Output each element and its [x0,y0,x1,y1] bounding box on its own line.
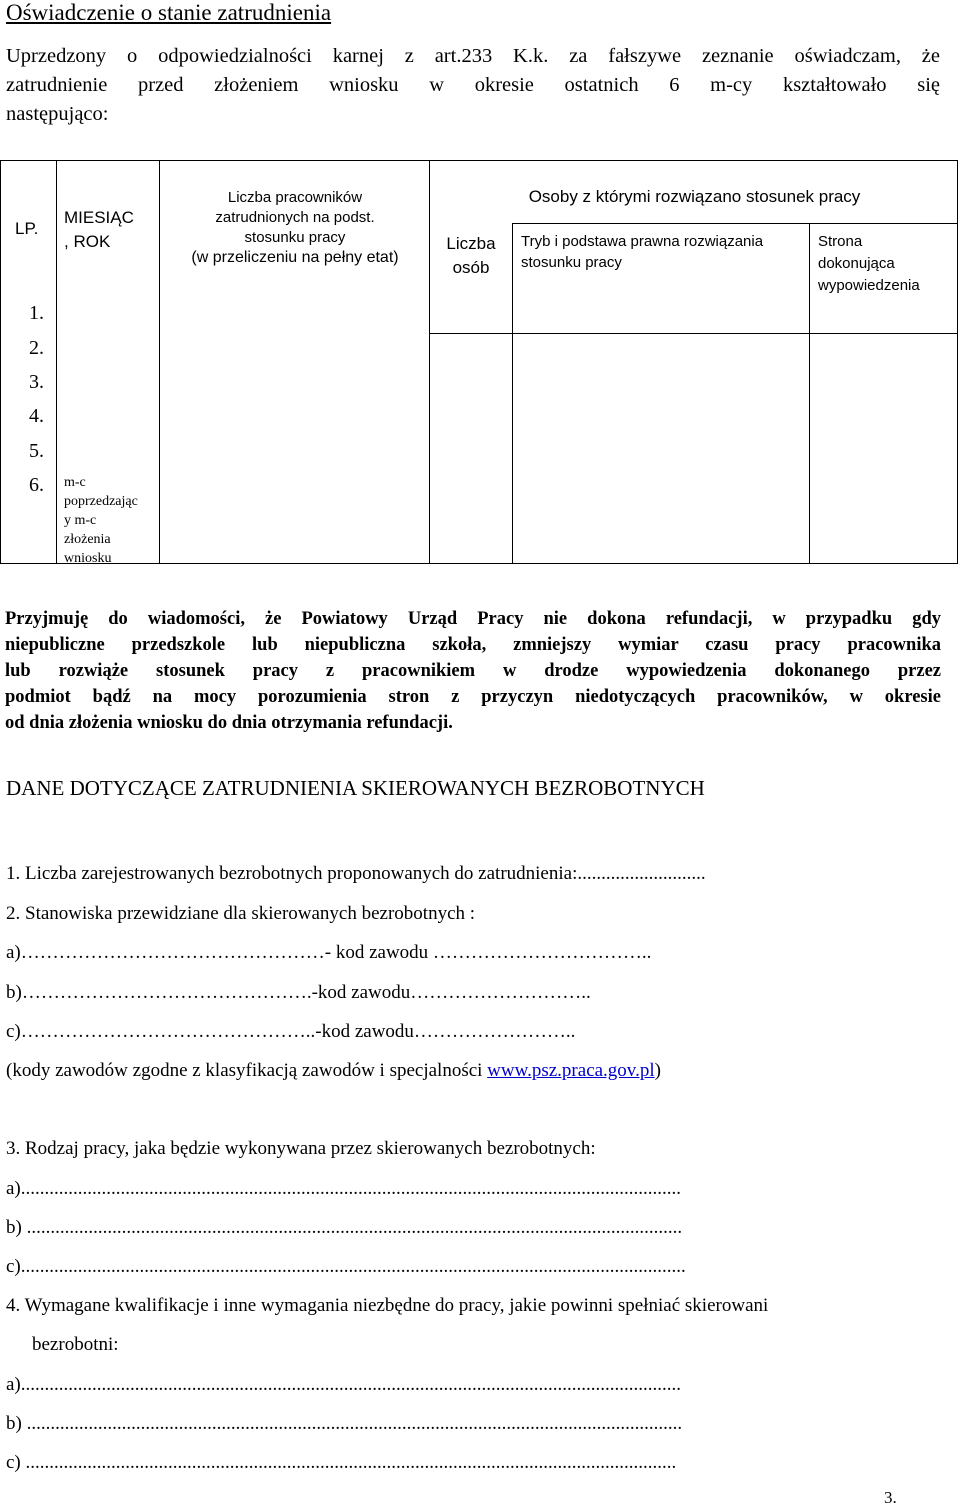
mode-header-line: Tryb i podstawa prawna rozwiązania [521,233,764,250]
q4-item-c: c) ......................................................................................................................................... [6,1452,677,1473]
psz-link[interactable]: www.psz.praca.gov.pl [487,1060,655,1081]
q2-item-c: c)………………………………………..-kod zawodu…………………….. [6,1021,576,1042]
table-divider [159,161,160,563]
month-header [64,206,156,254]
notice-line: Przyjmuję do wiadomości, że Powiatowy Urząd Pracy nie dokona refundacji, w przypadku gdy [5,609,941,629]
intro-line: zatrudnienie przed złożeniem wniosku w okresie ostatnich 6 m-cy kształtowało się [6,74,940,96]
table-divider [56,161,57,563]
row6-note-line: m-c [64,475,86,490]
q4-label-cont: bezrobotni: [32,1334,119,1355]
row-number: 5. [29,440,44,462]
notice-line: niepubliczne przedszkole lub niepubliczna szkoła, zmniejszy wymiar czasu pracy pracownika [5,635,941,655]
q2-note-prefix: (kody zawodów zgodne z klasyfikacją zawodów i specjalności [6,1060,488,1081]
table-divider [512,223,513,563]
notice-line: podmiot bądź na mocy porozumienia stron z przyczyn niedotyczących pracowników, w okresie [5,687,941,707]
notice-paragraph [5,606,941,736]
page-number: 3. [884,1488,897,1507]
row6-note-line: y m-c [64,513,97,528]
row-number: 1. [29,302,44,324]
page-title: Oświadczenie o stanie zatrudnienia [6,0,332,25]
q3-item-b: b) .......................................................................................................................................... [6,1217,683,1238]
row6-note-line: poprzedzając [64,494,138,509]
employees-header [161,188,429,268]
mode-header-line: stosunku pracy [521,254,622,271]
party-header [818,231,958,297]
row-number: 4. [29,405,44,427]
row-number: 6. [29,474,44,496]
persons-header [431,232,511,280]
party-header-line: Strona [818,233,863,250]
table-divider [809,223,810,563]
q4-item-b: b) .......................................................................................................................................... [6,1413,683,1434]
terminated-group-header: Osoby z którymi rozwiązano stosunek pracy [528,187,861,206]
table-divider [429,333,958,334]
section-heading: DANE DOTYCZĄCE ZATRUDNIENIA SKIEROWANYCH BEZROBOTNYCH [6,776,705,800]
persons-header-line: osób [452,258,490,277]
table-divider [429,161,430,563]
lp-header: LP. [15,219,39,238]
q1-line: 1. Liczba zarejestrowanych bezrobotnych proponowanych do zatrudnienia:........................... [6,863,706,884]
intro-line: następująco: [6,103,109,125]
q3-item-a: a)........................................................................................................................................... [6,1178,682,1199]
table-divider [512,223,958,224]
q2-note [6,1060,661,1082]
row-number: 3. [29,371,44,393]
employees-header-line: stosunku pracy [244,229,346,246]
q4-item-a: a)........................................................................................................................................... [6,1374,682,1395]
employees-header-line: Liczba pracowników [227,189,363,206]
mode-header [521,231,806,273]
employees-header-line: zatrudnionych na podst. [215,209,375,226]
q3-item-c: c)............................................................................................................................................ [6,1256,686,1277]
notice-line: od dnia złożenia wniosku do dnia otrzymania refundacji. [5,713,453,733]
notice-line: lub rozwiąże stosunek pracy z pracownikiem w drodze wypowiedzenia dokonanego przez [5,661,941,681]
employment-table [0,160,958,564]
persons-header-line: Liczba [446,234,496,253]
party-header-line: wypowiedzenia [818,277,920,294]
q2-label: 2. Stanowiska przewidziane dla skierowanych bezrobotnych : [6,903,476,924]
month-header-line: , ROK [64,232,111,251]
party-header-line: dokonująca [818,255,895,272]
row6-note-line: wniosku [64,551,112,566]
row6-note-line: złożenia [64,532,111,547]
intro-paragraph [6,42,940,129]
row-number: 2. [29,337,44,359]
q2-item-b: b)……………………………………….-kod zawodu……………………….. [6,982,591,1003]
q2-note-suffix: ) [654,1060,661,1081]
q4-label: 4. Wymagane kwalifikacje i inne wymagania niezbędne do pracy, jakie powinni spełniać skierowani [6,1295,769,1316]
intro-line: Uprzedzony o odpowiedzialności karnej z art.233 K.k. za fałszywe zeznanie oświadczam, że [6,45,940,67]
month-header-line: MIESIĄC [64,208,134,227]
q3-label: 3. Rodzaj pracy, jaka będzie wykonywana przez skierowanych bezrobotnych: [6,1138,596,1159]
employees-header-line: (w przeliczeniu na pełny etat) [191,249,399,266]
row6-note [64,473,158,568]
q2-item-a: a)…………………………………………- kod zawodu …………………………….. [6,942,652,963]
